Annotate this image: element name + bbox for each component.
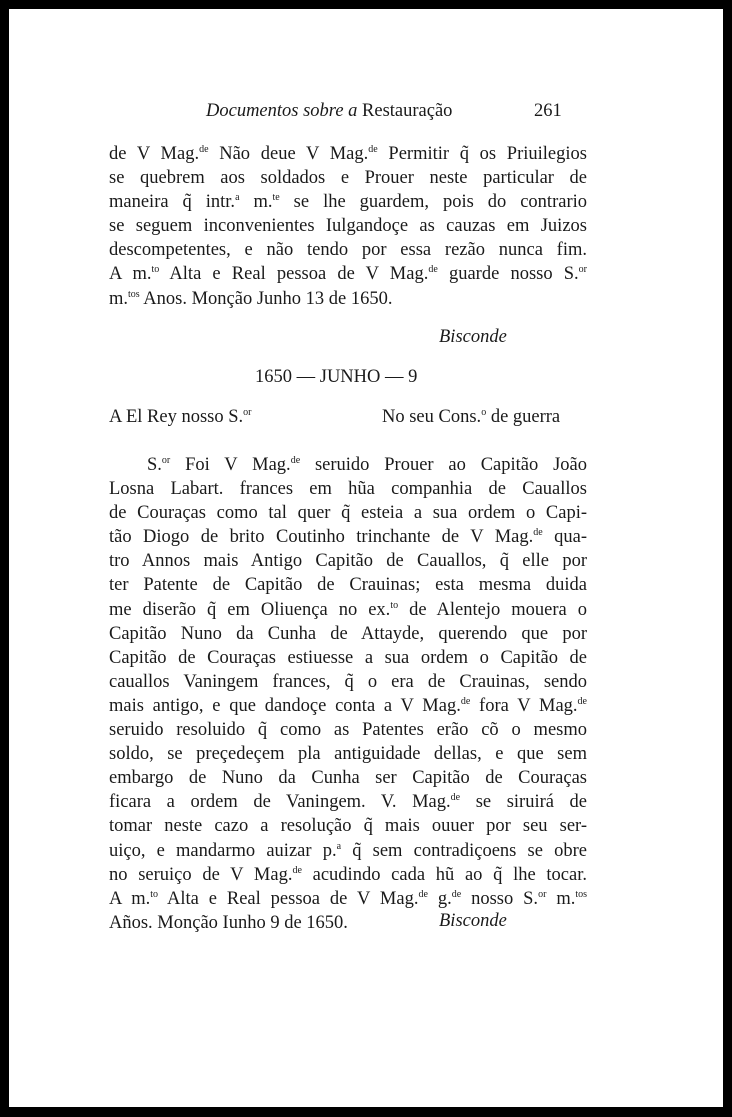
superscript: de (577, 695, 587, 707)
text-segment: Losna Labart. frances em hũa companhia de Cauallos (109, 479, 587, 500)
text-line (109, 670, 587, 694)
page-number: 261 (534, 101, 562, 121)
text-line (109, 790, 587, 814)
text-segment: tro Annos mais Antigo Capitão de Cauallos, q̃ elle por (109, 551, 587, 572)
text-line (109, 814, 587, 838)
text-segment: Años. Monção Iunho 9 de 1650. (109, 912, 348, 933)
superscript: de (199, 144, 209, 155)
text-segment: Alta e Real pessoa de V Mag. (159, 264, 429, 285)
text-segment: de V Mag. (109, 144, 200, 164)
text-segment: Capitão de Couraças estiuesse a sua ordem o Capitão de (109, 647, 587, 668)
text-segment: descompetentes, e não tendo por essa rezão nunca fim. (109, 240, 587, 261)
superscript: a (235, 192, 240, 204)
text-segment: se seguem inconvenientes Iulgandoçe as cauzas em Juizos (109, 216, 587, 237)
text-segment: Alta e Real pessoa de V Mag. (158, 888, 419, 909)
text-segment: cauallos Vaningem frances, q̃ o era de Crauinas, sendo (109, 671, 587, 692)
text-segment: de guerra (486, 407, 561, 427)
superscript: or (161, 455, 171, 466)
text-segment: A El Rey nosso S. (109, 407, 244, 427)
text-segment: m. (546, 888, 576, 909)
text-segment: No seu Cons. (382, 407, 482, 427)
text-segment: S. (147, 455, 162, 475)
text-line (109, 863, 587, 887)
letter-2-council (382, 407, 560, 428)
superscript: o (481, 407, 487, 418)
text-segment: se siruirá de (460, 792, 587, 813)
letter-2-body (109, 453, 587, 935)
running-title (206, 101, 452, 122)
text-line (109, 477, 587, 501)
text-segment: maneira q̃ intr. (109, 192, 236, 213)
text-segment: q̃ sem contradiçoens se obre (341, 840, 587, 861)
superscript: de (290, 455, 301, 466)
text-segment: mais antigo, e que dandoçe conta a V Mag. (109, 695, 461, 716)
text-line (109, 238, 587, 262)
text-segment: guarde nosso S. (437, 264, 579, 285)
text-line (109, 190, 587, 214)
text-segment: qua- (542, 527, 587, 548)
text-segment: me diserão q̃ em Oliuença no ex. (109, 599, 391, 620)
text-line (109, 573, 587, 597)
text-line (109, 718, 587, 742)
letter-1-body (109, 142, 587, 311)
superscript: de (428, 264, 438, 276)
text-segment: Não deue V Mag. (208, 144, 369, 164)
text-segment: ter Patente de Capitão de Crauinas; esta mesma duida (109, 575, 587, 596)
superscript: de (292, 864, 302, 876)
text-line (109, 453, 587, 477)
running-header (9, 101, 723, 125)
text-segment: g. (427, 888, 452, 909)
text-segment: A m. (109, 888, 151, 909)
superscript: de (450, 792, 461, 804)
superscript: tos (575, 888, 588, 900)
text-line (109, 742, 587, 766)
text-line (109, 839, 587, 863)
superscript: de (460, 695, 471, 707)
text-segment: m. (109, 288, 129, 309)
text-segment: seruido resoluido q̃ como as Patentes erão cõ o mesmo (109, 720, 587, 741)
text-line (109, 598, 587, 622)
text-segment: se quebrem aos soldados e Prouer neste particular de (109, 168, 587, 189)
text-segment: seruido Prouer ao Capitão João (300, 455, 588, 475)
superscript: to (390, 599, 399, 611)
text-segment: no seruiço de V Mag. (109, 864, 293, 885)
text-line (109, 911, 587, 935)
text-line (109, 166, 587, 190)
text-segment: de Alentejo mouera o (398, 599, 588, 620)
superscript: de (451, 888, 462, 900)
superscript: or (578, 264, 588, 276)
text-line (109, 622, 587, 646)
text-line (109, 142, 587, 166)
superscript: or (538, 888, 547, 900)
text-segment: Foi V Mag. (170, 455, 291, 475)
text-segment: nosso S. (461, 888, 539, 909)
running-title-italic: Documentos sobre a (206, 101, 358, 121)
superscript: de (418, 888, 428, 900)
letter-2-dateline: 1650 — JUNHO — 9 (255, 367, 418, 387)
text-line (109, 694, 587, 718)
text-line (109, 525, 587, 549)
superscript: a (336, 840, 342, 852)
superscript: to (151, 264, 160, 276)
text-segment: A m. (109, 264, 152, 285)
running-title-rest: Restauração (357, 101, 453, 121)
text-segment: Permitir q̃ os Priuilegios (377, 144, 587, 164)
text-segment: Anos. Monção Junho 13 de 1650. (139, 288, 393, 309)
text-segment: ficara a ordem de Vaningem. V. Mag. (109, 792, 451, 813)
superscript: or (243, 407, 252, 418)
letter-2-addressee (109, 407, 252, 428)
superscript: de (368, 144, 378, 155)
letter-2-signature: Bisconde (439, 911, 507, 931)
text-line (109, 287, 587, 311)
text-line (109, 501, 587, 525)
superscript: de (533, 527, 543, 539)
text-line (109, 766, 587, 790)
text-segment: de Couraças como tal quer q̃ esteia a sua ordem o Capi- (109, 503, 587, 524)
document-page (9, 9, 723, 1107)
text-line (109, 549, 587, 573)
superscript: te (272, 192, 280, 204)
text-segment: tomar neste cazo a resolução q̃ mais ouuer por seu ser- (109, 816, 587, 837)
text-segment: embargo de Nuno da Cunha ser Capitão de Couraças (109, 768, 587, 789)
superscript: to (150, 888, 159, 900)
text-line (109, 646, 587, 670)
text-segment: fora V Mag. (470, 695, 578, 716)
text-segment: soldo, se preçedeçem pla antiguidade dellas, e que sem (109, 744, 587, 765)
text-segment: m. (239, 192, 273, 213)
text-line (109, 262, 587, 286)
text-segment: tão Diogo de brito Coutinho trinchante de V Mag. (109, 527, 534, 548)
superscript: tos (128, 288, 140, 300)
text-line (109, 214, 587, 238)
letter-1-signature: Bisconde (439, 327, 507, 347)
text-segment: Capitão Nuno da Cunha de Attayde, querendo que por (109, 623, 587, 644)
text-segment: se lhe guardem, pois do contrario (279, 192, 587, 213)
text-segment: acudindo cada hũ ao q̃ lhe tocar. (301, 864, 587, 885)
text-segment: uiço, e mandarmo auizar p. (109, 840, 337, 861)
text-line (109, 887, 587, 911)
